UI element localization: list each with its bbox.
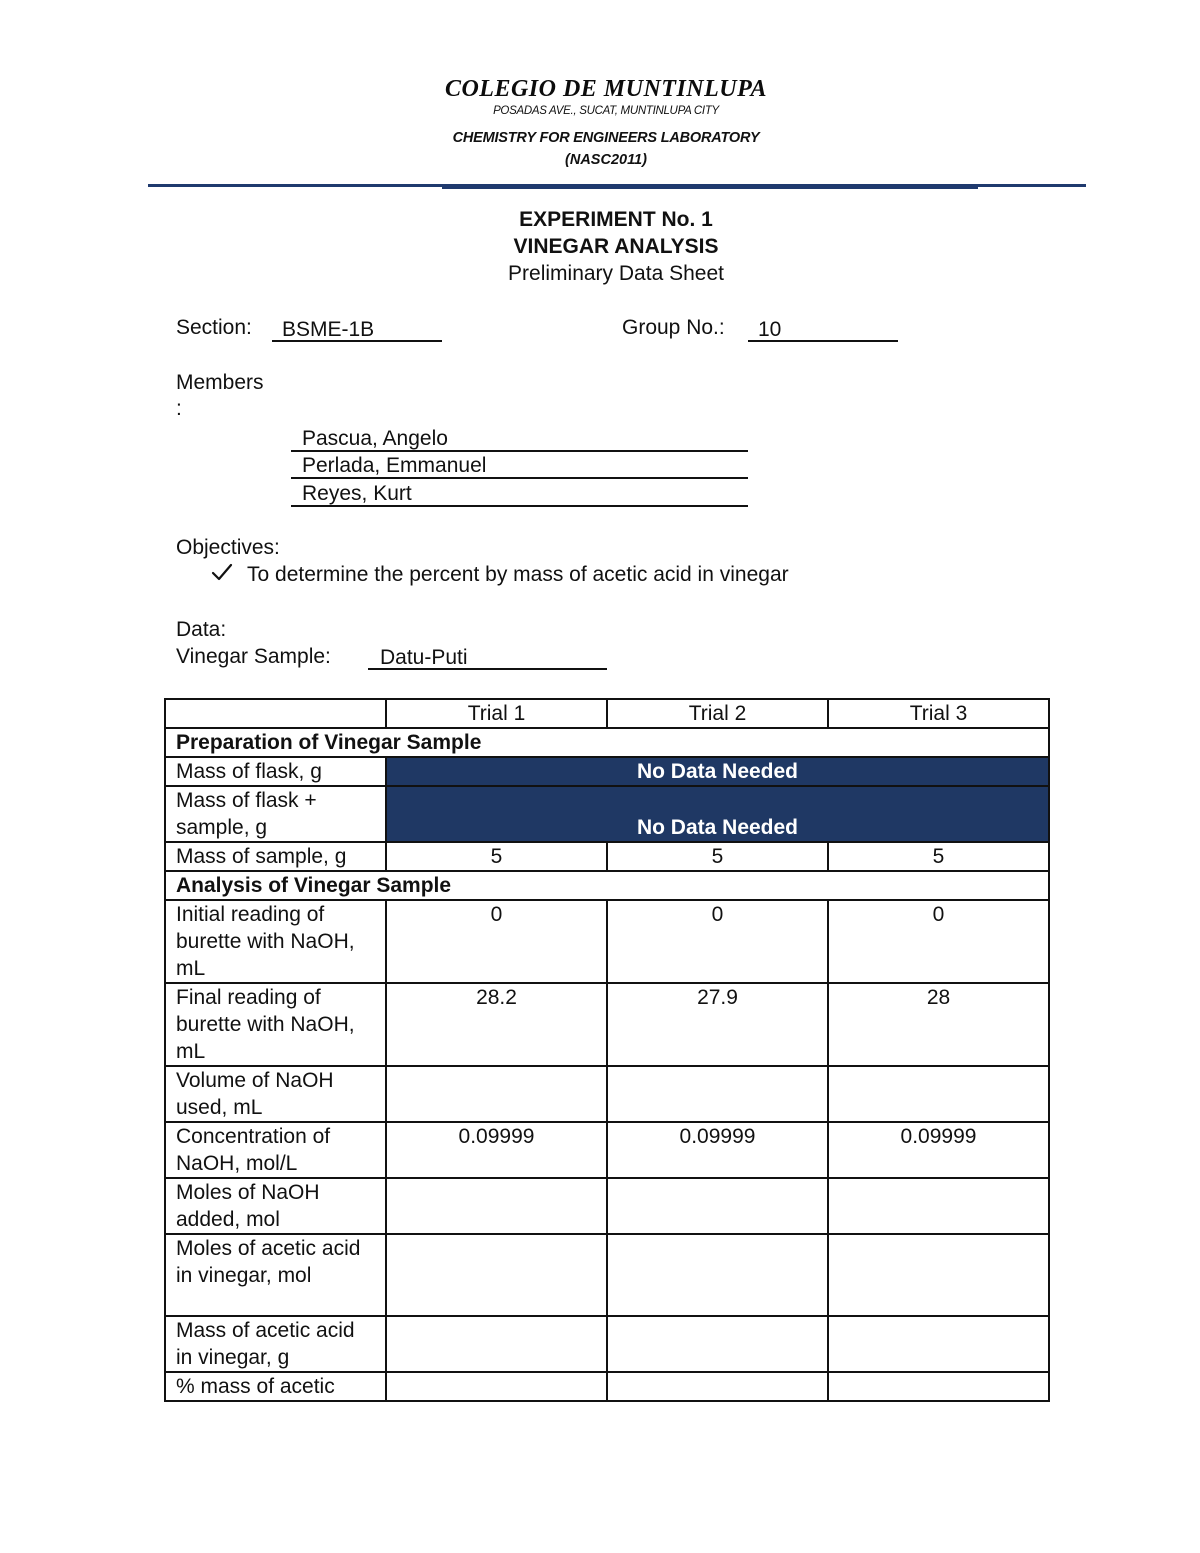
row-label: Moles of NaOH added, mol — [165, 1178, 386, 1234]
table-cell[interactable]: 27.9 — [607, 983, 828, 1066]
row-label: % mass of acetic — [165, 1372, 386, 1401]
row-label: Mass of flask, g — [165, 757, 386, 786]
group-field[interactable]: 10 — [748, 318, 898, 342]
table-cell[interactable]: 0 — [607, 900, 828, 983]
member-field[interactable]: Perlada, Emmanuel — [291, 453, 748, 479]
row-label: Mass of acetic acid in vinegar, g — [165, 1316, 386, 1372]
member-field[interactable]: Pascua, Angelo — [291, 426, 748, 452]
table-cell[interactable]: 0 — [828, 900, 1049, 983]
table-row — [165, 1178, 1049, 1234]
table-cell[interactable] — [386, 1178, 607, 1234]
table-row — [165, 786, 1049, 842]
table-row — [165, 1316, 1049, 1372]
row-label: Initial reading of burette with NaOH, mL — [165, 900, 386, 983]
row-label: Volume of NaOH used, mL — [165, 1066, 386, 1122]
table-cell[interactable]: 0.09999 — [828, 1122, 1049, 1178]
table-cell[interactable] — [386, 1372, 607, 1401]
table-section-row — [165, 871, 1049, 900]
table-row — [165, 983, 1049, 1066]
vinegar-sample-label: Vinegar Sample: — [176, 645, 331, 668]
section-label: Section: — [176, 316, 252, 339]
objective-item: To determine the percent by mass of acetic acid in vinegar — [247, 563, 789, 586]
table-cell[interactable]: 5 — [607, 842, 828, 871]
school-name: COLEGIO DE MUNTINLUPA — [444, 76, 768, 102]
table-cell[interactable] — [607, 1372, 828, 1401]
no-data-cell: No Data Needed — [386, 757, 1049, 786]
table-section-row — [165, 728, 1049, 757]
table-row — [165, 1372, 1049, 1401]
row-label: Concentration of NaOH, mol/L — [165, 1122, 386, 1178]
table-row — [165, 900, 1049, 983]
table-row — [165, 1234, 1049, 1316]
table-cell[interactable] — [607, 1316, 828, 1372]
experiment-number: EXPERIMENT No. 1 — [519, 208, 713, 231]
header-divider-accent — [442, 186, 978, 189]
row-label: Mass of flask + sample, g — [165, 786, 386, 842]
group-label: Group No.: — [622, 316, 725, 339]
checkmark-icon — [211, 562, 233, 582]
data-table — [164, 698, 1050, 1402]
table-cell[interactable]: 5 — [828, 842, 1049, 871]
member-field[interactable]: Reyes, Kurt — [291, 481, 748, 507]
row-label: Final reading of burette with NaOH, mL — [165, 983, 386, 1066]
table-cell[interactable] — [386, 1066, 607, 1122]
sheet-type: Preliminary Data Sheet — [508, 262, 724, 285]
no-data-cell: No Data Needed — [386, 786, 1049, 842]
row-label: Mass of sample, g — [165, 842, 386, 871]
table-cell[interactable] — [607, 1234, 828, 1316]
table-row — [165, 757, 1049, 786]
table-cell[interactable] — [828, 1316, 1049, 1372]
table-cell[interactable] — [607, 1178, 828, 1234]
table-header-cell: Trial 2 — [607, 699, 828, 728]
school-address: POSADAS AVE., SUCAT, MUNTINLUPA CITY — [493, 105, 719, 117]
experiment-title: VINEGAR ANALYSIS — [513, 235, 719, 258]
table-row — [165, 1066, 1049, 1122]
members-colon: : — [176, 397, 182, 420]
table-header-cell — [165, 699, 386, 728]
table-cell[interactable] — [386, 1316, 607, 1372]
table-row — [165, 842, 1049, 871]
table-cell[interactable] — [607, 1066, 828, 1122]
table-cell[interactable]: 0.09999 — [607, 1122, 828, 1178]
objectives-label: Objectives: — [176, 536, 280, 559]
table-row — [165, 1122, 1049, 1178]
members-label: Members — [176, 371, 264, 394]
section-field[interactable]: BSME-1B — [272, 318, 442, 342]
course-code: (NASC2011) — [565, 152, 647, 168]
table-cell[interactable]: 28.2 — [386, 983, 607, 1066]
table-header-row — [165, 699, 1049, 728]
table-cell[interactable]: 28 — [828, 983, 1049, 1066]
table-cell[interactable]: 0 — [386, 900, 607, 983]
table-cell[interactable] — [828, 1066, 1049, 1122]
table-cell[interactable] — [828, 1234, 1049, 1316]
table-cell[interactable] — [386, 1234, 607, 1316]
section-heading: Preparation of Vinegar Sample — [165, 728, 1049, 757]
table-cell[interactable]: 0.09999 — [386, 1122, 607, 1178]
vinegar-sample-field[interactable]: Datu-Puti — [368, 646, 607, 670]
table-cell[interactable]: 5 — [386, 842, 607, 871]
table-header-cell: Trial 3 — [828, 699, 1049, 728]
table-cell[interactable] — [828, 1178, 1049, 1234]
course-title: CHEMISTRY FOR ENGINEERS LABORATORY — [452, 130, 760, 146]
row-label: Moles of acetic acid in vinegar, mol — [165, 1234, 386, 1316]
section-heading: Analysis of Vinegar Sample — [165, 871, 1049, 900]
data-label: Data: — [176, 618, 227, 641]
table-cell[interactable] — [828, 1372, 1049, 1401]
table-header-cell: Trial 1 — [386, 699, 607, 728]
